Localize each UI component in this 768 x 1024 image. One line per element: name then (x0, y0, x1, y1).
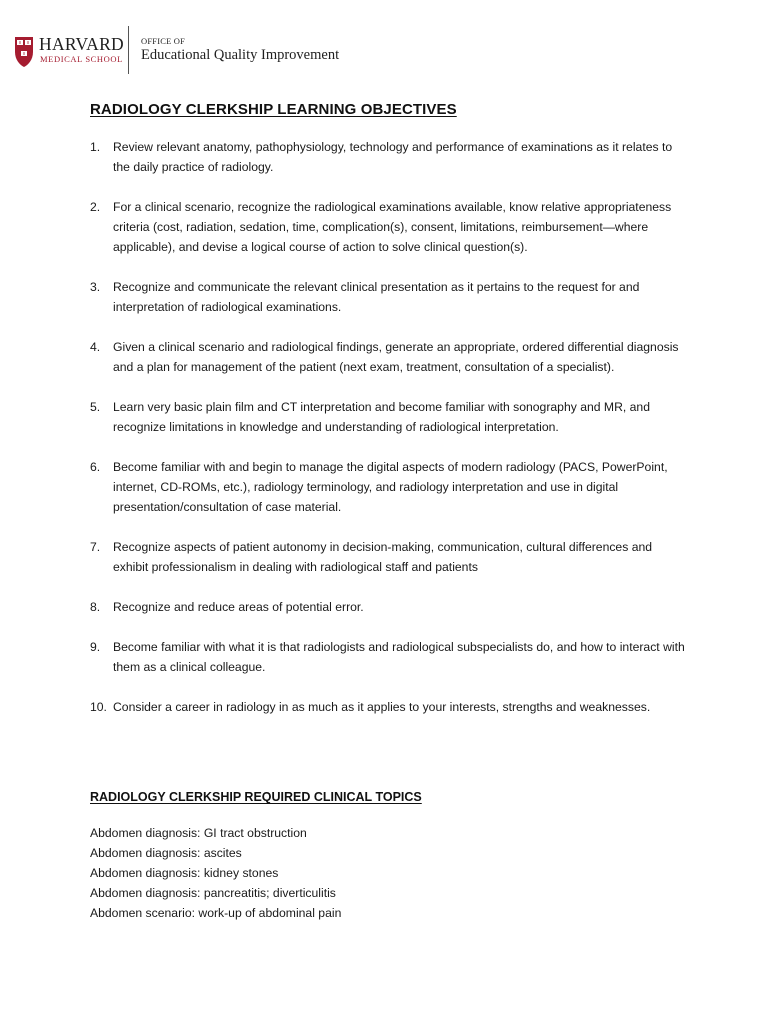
objective-number: 1. (90, 140, 101, 154)
objective-item (90, 337, 690, 377)
objective-number: 7. (90, 540, 101, 554)
topic-item: Abdomen diagnosis: kidney stones (90, 866, 279, 880)
objective-number: 5. (90, 400, 101, 414)
topic-item: Abdomen diagnosis: ascites (90, 846, 242, 860)
topic-item: Abdomen diagnosis: GI tract obstruction (90, 826, 307, 840)
objective-text: For a clinical scenario, recognize the radiological examinations available, know relative appropriateness criteria (cost, radiation, sedation, time, complication(s), consent, limitations, reimbursement—where applicable), and devise a logical course of action to solve clinical question(s). (113, 200, 672, 254)
objective-number: 6. (90, 460, 101, 474)
objectives-list (90, 137, 690, 737)
objectives-title: RADIOLOGY CLERKSHIP LEARNING OBJECTIVES (90, 101, 457, 118)
objective-text: Recognize aspects of patient autonomy in decision-making, communication, cultural differences and exhibit professionalism in dealing with radiological staff and patients (113, 540, 653, 574)
topic-item: Abdomen scenario: work-up of abdominal pain (90, 906, 342, 920)
objective-text: Review relevant anatomy, pathophysiology, technology and performance of examinations as it relates to the daily practice of radiology. (113, 140, 673, 174)
objective-item (90, 397, 690, 437)
objective-item (90, 597, 690, 617)
office-label: OFFICE OF (141, 36, 186, 46)
objective-number: 10. (90, 700, 107, 714)
objective-text: Become familiar with what it is that radiologists and radiological subspecialists do, and how to interact with them as a clinical colleague. (113, 640, 685, 674)
objective-text: Become familiar with and begin to manage the digital aspects of modern radiology (PACS, PowerPoint, internet, CD-ROMs, etc.), radiology terminology, and radiology interpretation and use in digital presentation/consultation of case material. (113, 460, 668, 514)
logo-school: MEDICAL SCHOOL (40, 54, 123, 64)
objective-item (90, 197, 690, 257)
objective-text: Recognize and communicate the relevant clinical presentation as it pertains to the request for and interpretation of radiological examinations. (113, 280, 640, 314)
harvard-shield-icon (14, 36, 34, 68)
objective-item (90, 637, 690, 677)
objective-text: Recognize and reduce areas of potential error. (113, 600, 364, 614)
objective-number: 2. (90, 200, 101, 214)
objective-number: 3. (90, 280, 101, 294)
page-header (0, 0, 768, 80)
objective-text: Consider a career in radiology in as much as it applies to your interests, strengths and weaknesses. (113, 700, 651, 714)
objective-item (90, 457, 690, 517)
objective-number: 9. (90, 640, 101, 654)
objective-item (90, 697, 690, 717)
objective-number: 4. (90, 340, 101, 354)
logo-name: HARVARD (39, 34, 124, 54)
topic-item: Abdomen diagnosis: pancreatitis; diverticulitis (90, 886, 336, 900)
header-divider (128, 26, 129, 74)
objective-item (90, 277, 690, 317)
objective-text: Given a clinical scenario and radiological findings, generate an appropriate, ordered differential diagnosis and a plan for management of the patient (next exam, treatment, consultation of a specialist). (113, 340, 679, 374)
topics-list (90, 823, 341, 923)
objective-item (90, 137, 690, 177)
objective-item (90, 537, 690, 577)
objective-text: Learn very basic plain film and CT interpretation and become familiar with sonography and MR, and recognize limitations in knowledge and understanding of radiological interpretation. (113, 400, 650, 434)
topics-title: RADIOLOGY CLERKSHIP REQUIRED CLINICAL TOPICS (90, 790, 422, 804)
objective-number: 8. (90, 600, 101, 614)
office-name: Educational Quality Improvement (141, 47, 340, 63)
